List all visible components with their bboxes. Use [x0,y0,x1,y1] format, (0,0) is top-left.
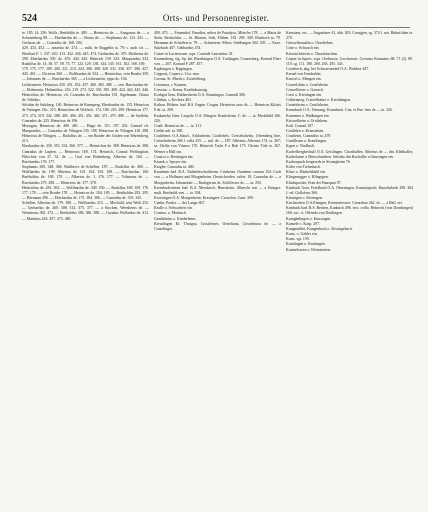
index-entry: Krakaneby Gem. Leopolz O.A. Wangen. Kranicheim. C. de. — ta. Mechthild 166. 226. [154,113,281,123]
index-entry: Cressinc. s. Korna, Kostlinhaussig. [154,87,208,92]
index-entry: Kuntlingen o. Knittingen. [286,242,326,247]
index-entry: Kapei o. Wadbach. [286,144,316,149]
index-entry: Grndstheim o. Kinderheim. [154,216,197,221]
index-entry: Kreuel von Fambuhite. [286,72,322,77]
index-entry: Krulle o. Schwarbert ein. [154,206,193,211]
page-header [22,11,410,25]
index-entry: Cruzheim, Cunradius ta. 479. [286,134,332,139]
index-entry: Cossonua, s. Kunzen. [154,82,188,87]
index-entry: 170. 175. 177. 189. 200. 211. 213. 224. 306. 308. 320. 331. 336. 357. 386. 427. 445. 461. — Dicterus 360. — Wolfhardus de 334. — Heinrichus, sein Bruder 359. — Johannes de. — Burchardus 365. — a Lichtenstein, eppo ds. 104. [22,67,149,82]
index-entry: Kuno. sgr. 139. [286,237,310,242]
index-entry: te. 185. 14. 256. Wolfr., Berthildis te. 489. — Heinricus de. — Ansgarius de. — a Schonenberg 88. — Eberhardus de. — Bruno de. — Stephanus de. 123. 241. — Gerlacus de. — Conradus de. 168. 204. [22,31,149,46]
index-entry: Kungmühlet, Kungenbach o. Kiwingebach. [286,226,353,231]
index-entry: Knonenberg, slg. Sp. bei Warsthingen O.A. Tuttlingen, Conzesberg. Konrad Pfarr von — 267. Konrad F 287. 457. [154,56,281,66]
index-entry: Kriswelheim o. Orulishem. [286,118,328,123]
index-entry: Cruwelshim o. Crutilsheim. [286,82,329,87]
index-entry: Meyngan, Heinricus de. 480. 481. — Hugo de. 151. 197. 201. Cunrad cfr. Marquardus. — Conradus de Vilingen 135. 198. Heinricus de Vilingen 218. 288. Heinricus de Vilingen. — Rudolfus de. — ein Bruder des Grafen von Wartenberg. 213. [22,123,149,144]
index-entry: Sifridus de Sulzberg. 140. Heinricus de Ramsperg. Eberhardus de. 155. Heinricus de Vatingen. Dic. 215. Heinrichus de Wolfach. 174. 180. 216. 299. Heinricus 177. 273. 274. 319. 342. 388. 405. 406. 451. 452. 462. 471. 479. 498. — de Stoffeln. Conradus de. 225. Heinricus de 196. [22,103,149,123]
index-entry: Crutetsheim o. Crutilsheim. [286,103,329,108]
index-entry: Crusica o. Breitingen ain. [154,154,194,159]
index-entry: Kuchenpach bergeords in Sösengheim 76. [286,159,351,164]
index-entry: Kristuschitrwin o. Chrazlatschim. [286,51,338,56]
index-entry: Crusina. o. Musbach. [154,211,187,216]
index-entry: Klingenegger o. Klingegen. [286,175,329,180]
index-entry: Lichtenstein. Heinricus 450. 451. 452. 457. 460. 483. 488. — sen. Burchardus de. — Hohenrain. Hohenfelsz. 216. 219. 273. 322. 356. 395. 408. 424. 444. 445. 446. Heinrichus de. Heinricus, cfr. Conradus de. Burchardus 181. Sigelmann. Chuno de. Sifridus. [22,82,149,103]
index-entry: Crutlebrn o. Kranstetten. [286,128,325,133]
index-entry: Cradt. Heinricus de. — ta. 311. [154,123,202,128]
index-column-left [22,31,149,503]
running-title: Orts- und Personenregister. [162,13,270,23]
index-entry: Eberhardus de. 350. 353. 354. 366. 377. — Heinrichus de. 388. Heinricus de. 388. Cunradus de Lupfen. — Heinricus 169. 174. Heinrich, Conrad Pfeffinghart, Fhlochitz von 27. 52. de. — Graf von Hohenberg, Albertus de. 164. — Burchardus 176. 177. [22,144,149,164]
index-entry: Kuchelbergbeifsulf O.A. Geislingen. Chorthallen. Albertus de — dm. Klekhaller, Kuchelaene a Oberschmehen. Sifridus din Kuchaller a Onnsingen ein. [286,149,413,159]
index-entry: Kreutlingen Kl. Thurgau, Crusilenses, Oriseliana, Crisselinuss de. — a Cruzelinger. [154,221,281,231]
index-entry: Grösselbraunlin o. Oruelieben. [286,41,334,46]
index-entry: Crotebech, abg. bei Schwarsmeied O.A. Waldsee 447. [286,67,370,72]
index-entry: Cruwelleiser o. Gerrach. [286,87,324,92]
index-columns [22,31,414,503]
index-entry: Corona, St. Mariã o. Zwiefelburg. [154,77,207,82]
index-entry: 429. 433. 452. — notarius de. 274. — milit. de Ruggelin ta. 79; s. auch cfr. — Eberhart F. 1. 337. 410. 413. 432. 436. 445. 474. Gerhardus de. 470. Dietherus de. 390. Eberhardus 350. de. 476. 444. 443. Heinrich 159. 233. Marquardus 332. Rudolfus de. 14. 38. 57. 58. 75. 77. 122. 129. 138. 144. 145. 161. 162. 168. 169. [22,46,149,66]
index-entry: Kraark o. Spoyer ein. [154,159,187,164]
index-entry: Krossingen O.A. Morgenheim, Kresingere. Crouelon. Cunr. 309. [154,196,254,200]
index-entry: Krumbach O.A. Tettnang, Krumbach. Cun. et Bur. fens de — ta. 326. [286,108,393,113]
index-entry: Korbgut Gem. Rikhersheim O.A. Rumsingen. Cunradi 306. [154,92,246,97]
index-entry: Krummer a. Wadhingen ein. [286,113,330,118]
index-entry: Kurtz, o. Gabler ein. [286,232,318,237]
index-entry: Crelbe adr. ta. 380. [154,128,184,133]
index-entry: Küfer von Tiefenbach. [286,165,321,170]
index-entry: Krombachstetten bad. B.A. Messkirch. Hunstetins. Albrecht von — a Ettinger. mult. Bertholdi von — ta. 394. [154,185,281,195]
index-column-middle [154,31,281,503]
index-entry: Kirchstetten O.A.Ehingen, Kirnstetteswer. Crenrebus 262. dr. — a Hall. eiv. [286,201,403,206]
index-entry: Kenstanz, eiv. — Augustiner 41, abb. 303. Cronjgen. sg. 374 f. not. Halmifiden ta. 270. [286,31,413,41]
index-entry: Kirnbach bad. B.S. Bretten, Kunbach 496. rect. cedlo. Heinrich (von Dornbingen) 160; sac. ct. Offenda von Dettlingen. [286,206,413,216]
index-entry: Kruwel o. Mengen ein. [286,77,322,82]
index-entry: Kirnbach Gem. Friedbach O.A. Obersingen, Kunzyinpach, Kunzlinbach 298. 304 f. sel. Gallofens 366. [286,185,413,195]
index-entry: Krihon. Hölzen. bad. B.S. Engen. Crogns. Heinricus acuc ds. — Heinricus Kilotis 8 de. ta. 209. [154,103,281,113]
index-entry: Kragler. Cunradus ta. 400. [154,165,195,170]
index-entry: Crest o. Kreitingen ein. [286,92,322,97]
index-entry: Stephanus 300. 348. 386. Walthervs de Schellen. 187. — Rudolfus de. 400. — Wolfhardus de. 199. Albertus de. 161. 162. 165. 168. — Burchardus. 166. Bertholdus de. 169. 170. — Albertus de. 1. 176. 177. — Volmarus de. — Burchardus 279. 298. — Heinricus de. 377. 378. [22,165,149,185]
index-entry: Krauheim bad. B.A. Tauberbischofsheim. Crinheim. Oranbem cantum 154. Craft von — a Hollmers and Morgenheim. Deutschorden. cafter. 18. Cunradus de — a Morgenheim. Johannitter — Rudegerius ds. Schiffesser ds. — ta. 292. [154,170,281,185]
index-entry: Klinkspacher, Frau der Bauspart 97. [286,180,342,185]
index-entry: Cribetianeg, Criseelleaino o. Krenilangen. [286,98,351,103]
index-column-right [286,31,413,503]
index-entry: Crutilleuns a. Kreutlingen. [286,139,327,144]
header-rule [22,27,410,28]
index-entry: Kaphingen o. Kippingen. [154,67,193,72]
index-entry: Conze in Lucieracum. ssps. Conrade Laurentius 31. [154,51,234,56]
index-entry: Crutlebern O.A.Staufi., Erhlasheim. Cradiebels. Creiselsshelm, Orlemberg hire, Creiselseheim 266 f. cella 255. — mil. de — 187. Albertus, Albertus 174. ta. 267; sa. Ottilia von Vinzers 170. Heinrich Tacht F a Halt 175. Christe Tide ta. 267. Werner a Hall sin. [154,134,281,154]
index-entry: Heinrichus de. 281. 302. — Wolfhardus de. 349. 350. — Rudolfus 168. 169. 176. 177. 178. — sein Bruder 178. — Heinricus de. 184. 185. — Bertholdus 292. 295. — Hermann 296. — Eberhardus de. 175. 184. 306. — Cunradus de. 335. 345. [22,185,149,200]
index-entry: Crise o. Schwach ein. [286,46,320,51]
index-entry: Kunsele o. Kasp. 297. [286,221,320,226]
index-entry: Schellen. Albertus de. 179. 180. — Wolfhardus 215. — Mechtild, sein Weib 252. — Gerhardus de. 260. 308. 314. 375. 377. — a Stocken, Wernherus de. — Wernherus 365. 372. — Bertholdus 384. 386. 388. — Curadus Wolfardus de. 412. — Martinus 443. 457. 473. 480. [22,201,149,221]
index-entry: Crepin in Jupres. ssps. Orebrusta, Crochenwir. Crownio Kusmarto 68. 71 (2). 80. 110. sg. 111. 180. 260. 263. 295. 341. [286,56,413,66]
index-entry: Cuelin, Ponlor — der Lange 407. [154,201,206,206]
index-entry: Kuinghelingen o. Kunsingen. [286,216,332,221]
index-entry: Kufi. Conrad 107. [286,123,314,128]
page-number: 524 [22,12,37,24]
index-entry: Coppertj, Copert o. Cist. sine. [154,72,200,77]
index-entry: 490. 473. — Frauenhof. Paradies, mless de Paradyso, Mönche 178. — a Maria de Stein, Bertholdus. — St. Blasien. Stift, Flühen. 181. 290. 300. Rinsbach ta. 79. Hermann de Schaffen ta. 79. — Schneeren: Mirso. Siedlungen 304. 305. — Ezzo. Sulzbuch 407. Gebhardus 474. [154,31,281,51]
index-entry: Ciltthus, s. Kechotz 401. [154,98,193,103]
index-entry: Kuntzelsseen o. Kleinstetten. [286,247,331,252]
index-entry: Kiesingen o. Kiesingen. [286,196,323,200]
index-entry: Klase o. Dünkelsbühl ein. [286,170,326,175]
